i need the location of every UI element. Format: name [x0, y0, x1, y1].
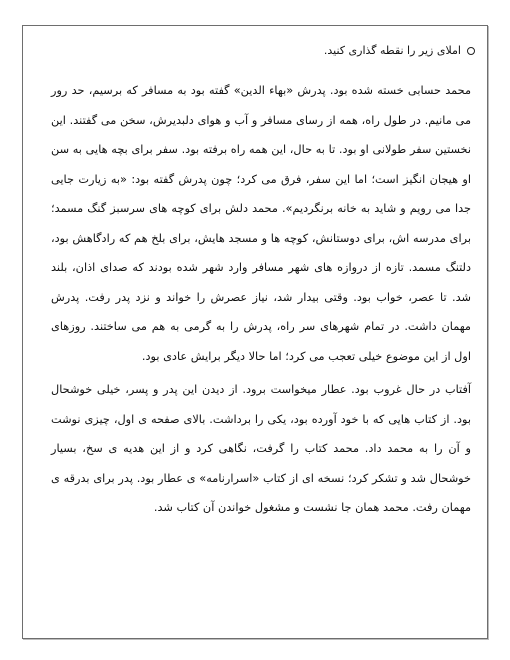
instruction-line: [324, 44, 475, 57]
paragraph-1: محمد حسابی خسته شده بود. پدرش «بهاء الدین» گفته بود به مسافر که برسیم، حد رور می مانیم. در طول راه، همه از رسای مسافر و آب و هوای دلبدیرش، سخن می گفتند. این نخستین سفر طولانی او بود. تا به حال، این همه راه برفته بود. سفر برای بچه هایی به سن او هیجان انگیز است؛ اما این سفر، فرق می کرد؛ چون پدرش گفته بود: «به زیارت جایی جدا می رویم و شاید به خانه برنگردیم». محمد دلش برای کوچه های سرسبز گنگ مسمد؛ برای مدرسه اش، برای دوستانش، کوچه ها و مسجد هایش، برای بلخ هم که رادگاهش بود، دلتنگ مسمد. تازه از دروازه های شهر مسافر وارد شهر شده بودند که صدای اذان، بلند شد. تا عصر، خواب بود. وقتی بیدار شد، نیاز عصرش را خواند و نزد پدر رفت. پدرش مهمان داشت. در تمام شهرهای سر راه، پدرش را به گرمی به هم می ساختند. روزهای اول از این موضوع خیلی تعجب می کرد؛ اما حالا دیگر برایش عادی بود.: [51, 84, 471, 363]
paragraph-2: آفتاب در حال غروب بود. عطار میخواست برود. از دیدن این پدر و پسر، خیلی خوشحال بود. از کتاب هایی که با خود آورده بود، یکی را برداشت. بالای صفحه ی اول، چیزی نوشت و آن را به محمد داد. محمد کتاب را گرفت، نگاهی کرد و از این هدیه ی سخ، بسیار خوشحال شد و تشکر کرد؛ نسخه ای از کتاب «اسرارنامه» ی عطار بود. پدر برای بدرقه ی مهمان رفت. محمد همان جا نشست و مشغول خواندن آن کتاب شد.: [51, 383, 471, 514]
instruction-text: املای زیر را نقطه گذاری کنید.: [323, 44, 461, 57]
document-page: [22, 25, 488, 639]
circle-bullet-icon: [467, 47, 475, 55]
dictation-text: [51, 76, 471, 523]
